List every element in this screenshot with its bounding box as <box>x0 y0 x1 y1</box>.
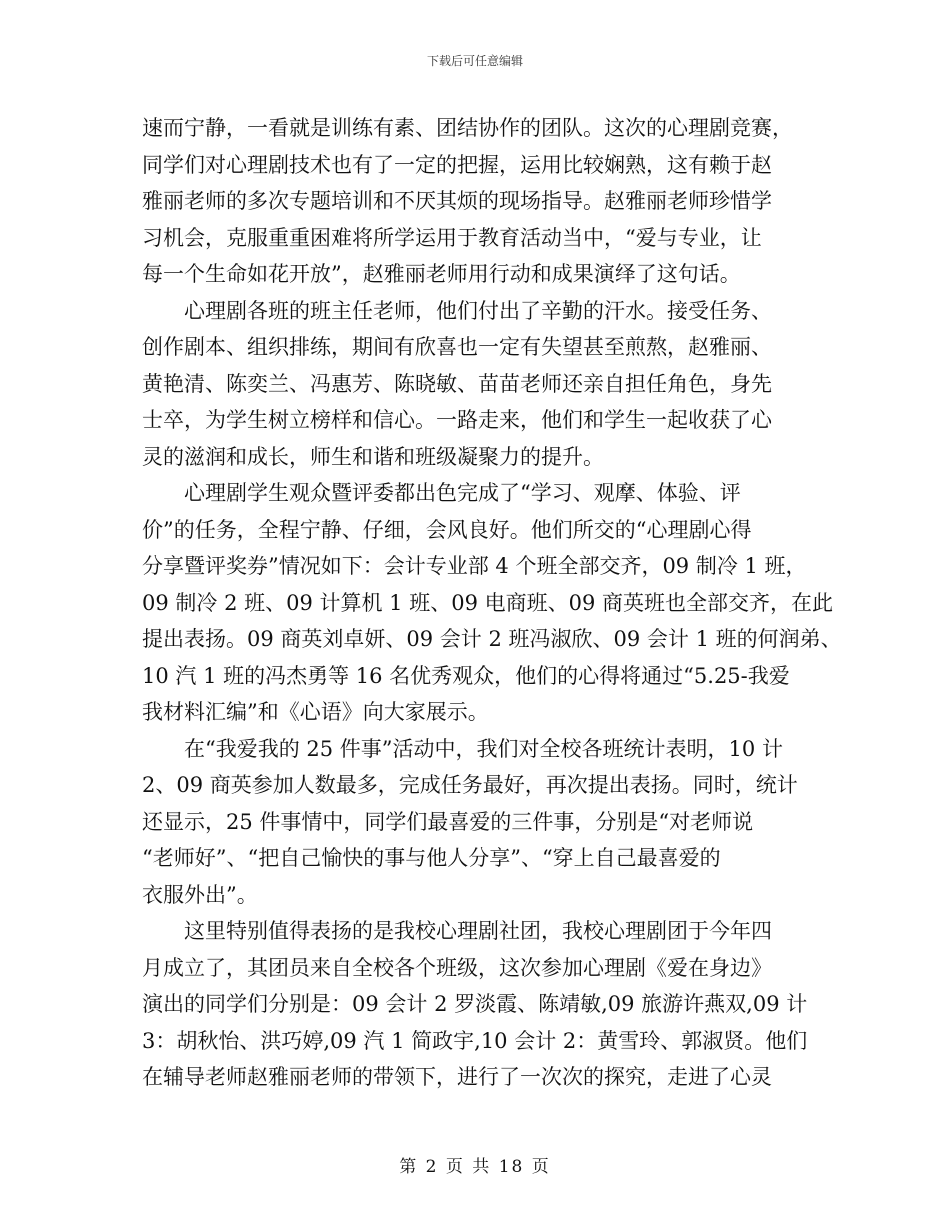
text-line: 衣服外出”。 <box>142 882 258 907</box>
text-line: 在“我爱我的 25 件事”活动中，我们对全校各班统计表明，10 计 <box>142 736 783 761</box>
text-line: 09 制冷 2 班、09 计算机 1 班、09 电商班、09 商英班也全部交齐，在此 <box>142 590 834 615</box>
text-line: 月成立了，其团员来自全校各个班级，这次参加心理剧《爱在身边》 <box>142 955 772 980</box>
text-line: 同学们对心理剧技术也有了一定的把握，运用比较娴熟，这有赖于赵 <box>142 152 772 177</box>
text-line: 灵的滋润和成长，师生和谐和班级凝聚力的提升。 <box>142 444 604 469</box>
text-line: 我材料汇编”和《心语》向大家展示。 <box>142 700 489 724</box>
text-line: 雅丽老师的多次专题培训和不厌其烦的现场指导。赵雅丽老师珍惜学 <box>142 189 772 213</box>
text-line: 分享暨评奖券”情况如下：会计专业部 4 个班全部交齐，09 制冷 1 班， <box>142 554 807 578</box>
text-line: “老师好”、“把自己愉快的事与他人分享”、“穿上自己最喜爱的 <box>142 846 721 870</box>
document-body <box>142 110 842 1096</box>
text-line: 习机会，克服重重困难将所学运用于教育活动当中，“爱与专业，让 <box>142 225 762 250</box>
text-line: 在辅导老师赵雅丽老师的带领下，进行了一次次的探究，走进了心灵 <box>142 1065 772 1089</box>
text-line: 价”的任务，全程宁静、仔细，会风良好。他们所交的“心理剧心得 <box>142 517 752 542</box>
text-line: 心理剧各班的班主任老师，他们付出了辛勤的汗水。接受任务、 <box>142 298 772 323</box>
page-header: 下载后可任意编辑 <box>426 54 523 68</box>
text-line: 这里特别值得表扬的是我校心理剧社团，我校心理剧团于今年四 <box>142 919 772 943</box>
text-line: 创作剧本、组织排练，期间有欣喜也一定有失望甚至煎熬，赵雅丽、 <box>142 335 772 359</box>
text-line: 速而宁静，一看就是训练有素、团结协作的团队。这次的心理剧竞赛， <box>142 116 793 140</box>
text-line: 2、09 商英参加人数最多，完成任务最好，再次提出表扬。同时，统计 <box>142 773 798 797</box>
text-line: 10 汽 1 班的冯杰勇等 16 名优秀观众，他们的心得将通过“5.25-我爱 <box>142 663 790 688</box>
page-footer: 第 2 页 共 18 页 <box>399 1157 551 1177</box>
text-line: 士卒，为学生树立榜样和信心。一路走来，他们和学生一起收获了心 <box>142 408 772 432</box>
text-line: 每一个生命如花开放”，赵雅丽老师用行动和成果演绎了这句话。 <box>142 262 741 286</box>
text-line: 黄艳清、陈奕兰、冯惠芳、陈晓敏、苗苗老师还亲自担任角色，身先 <box>142 371 772 396</box>
text-line: 还显示，25 件事情中，同学们最喜爱的三件事，分别是“对老师说 <box>142 809 754 834</box>
text-line: 演出的同学们分别是：09 会计 2 罗淡霞、陈靖敏,09 旅游许燕双,09 计 <box>142 992 808 1016</box>
text-line: 3：胡秋怡、洪巧婷,09 汽 1 简政宇,10 会计 2：黄雪玲、郭淑贤。他们 <box>142 1028 808 1053</box>
text-line: 心理剧学生观众暨评委都出色完成了“学习、观摩、体验、评 <box>142 481 741 505</box>
text-line: 提出表扬。09 商英刘卓妍、09 会计 2 班冯淑欣、09 会计 1 班的何润弟、 <box>142 627 842 651</box>
